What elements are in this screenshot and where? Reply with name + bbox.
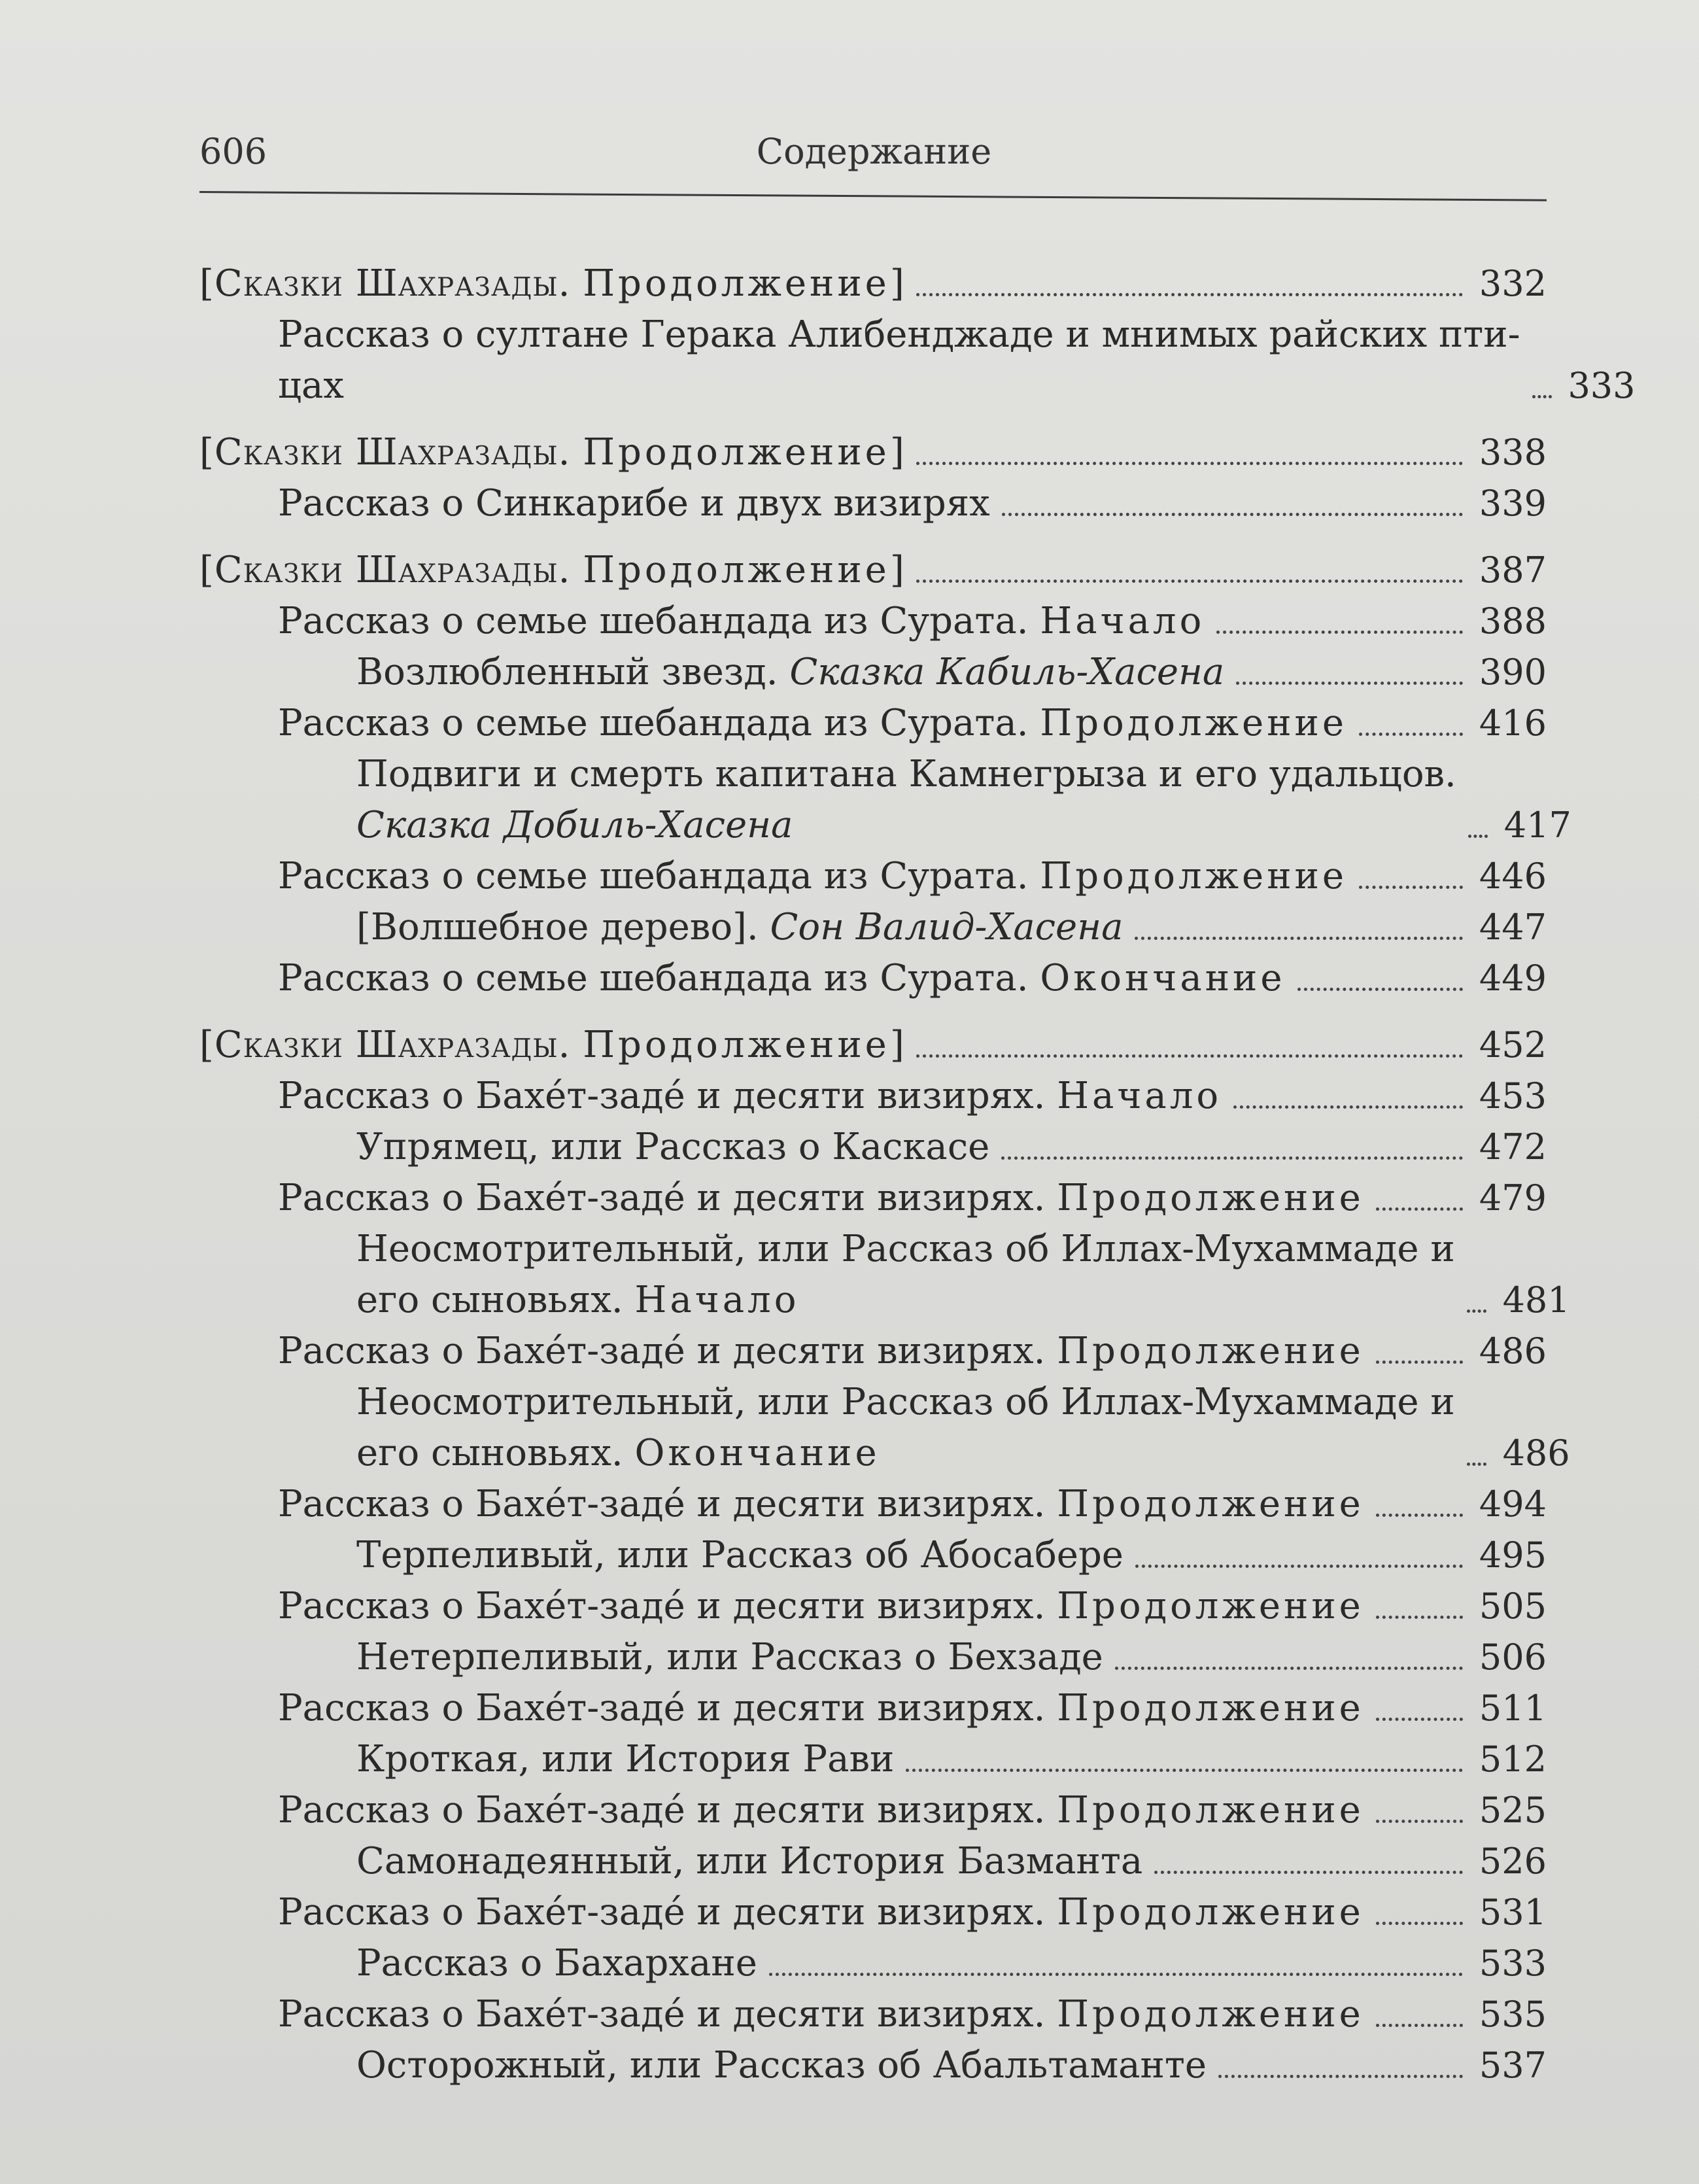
entry-title-line [278,953,1286,1004]
dot-leader [916,293,1463,296]
entry-page-number: 505 [1479,1586,1547,1627]
entry-page-number: 531 [1479,1892,1547,1933]
entry-title [356,2040,1207,2091]
toc-entry[interactable] [199,698,1547,749]
dot-leader [916,580,1463,583]
entry-title [356,1836,1142,1887]
dot-leader [1001,1156,1463,1160]
entry-title-part: Начало [1040,600,1205,642]
dot-leader [1468,835,1488,838]
toc-entry[interactable] [199,258,1547,309]
dot-leader [1218,2075,1463,2078]
entry-title-line [278,478,990,529]
entry-title-line [278,596,1205,647]
entry-title-part: Самонадеянный, или История Базманта [356,1840,1143,1882]
entry-title-part: Рассказ о Бахéт-задé и десяти визирях. [278,1585,1057,1627]
toc-entry[interactable] [199,749,1571,851]
dot-leader [1135,937,1463,940]
toc-entry[interactable] [199,851,1547,902]
toc-entry[interactable] [199,953,1547,1004]
dot-leader [1376,1718,1463,1721]
entry-title [356,1938,757,1989]
toc-entry[interactable] [199,427,1547,478]
entry-title-part: ] [889,1024,904,1066]
entry-title-part: [Волшебное дерево]. [356,906,770,948]
toc-entry[interactable] [199,1734,1547,1785]
header-rule [199,191,1547,201]
entry-title-line: цах [278,364,344,407]
entry-title-line [278,1581,1364,1632]
entry-title-part: ] [889,431,904,474]
entry-title-part: ] [889,262,904,305]
entry-title [356,749,1456,851]
dot-leader [1376,1616,1463,1619]
entry-title-part: его сыновьях. [356,1432,635,1474]
entry-title-part: Упрямец, или Рассказ о Каскасе [356,1126,990,1168]
entry-title-part: Продолжение [1057,1330,1364,1372]
entry-title-line: Неосмотрительный, или Рассказ об Иллах-Мухаммаде и [356,1381,1455,1423]
entry-title-line: Рассказ о султане Герака Алибенджаде и мнимых райских пти- [278,313,1520,356]
dot-leader [1376,1361,1463,1364]
entry-title-part: Рассказ о Бахéт-задé и десяти визирях. [278,1993,1057,2036]
entry-title-line [199,427,904,478]
toc-entry[interactable] [199,1122,1547,1173]
dot-leader [906,1769,1463,1772]
dot-leader [1236,682,1463,685]
entry-title [278,953,1286,1004]
entry-title-part: Рассказ о Бахéт-задé и десяти визирях. [278,1330,1057,1372]
entry-title [199,1020,904,1071]
entry-title-part: Рассказ о Бахéт-задé и десяти визирях. [278,1891,1057,1933]
entry-title-part: Рассказ о Бахéт-задé и десяти визирях. [278,1789,1057,1831]
entry-page-number: 525 [1479,1790,1547,1831]
entry-title-part: Продолжение [1057,1789,1364,1831]
dot-leader [769,1973,1463,1976]
entry-title-line [278,1887,1364,1938]
entry-title [278,478,990,529]
toc-entry[interactable] [199,1989,1547,2040]
dot-leader [1376,1820,1463,1823]
entry-title-part: его сыновьях. [356,1279,635,1321]
entry-title-part: Сон Валид-Хасена [770,906,1124,948]
running-head [199,124,1549,183]
entry-title-line [278,1479,1364,1530]
entry-page-number: 533 [1479,1943,1547,1984]
entry-title-part: Рассказ о Бахéт-задé и десяти визирях. [278,1177,1057,1219]
entry-title-line [278,1785,1364,1836]
toc-entry[interactable] [199,1683,1547,1734]
page-number: 606 [199,131,267,172]
toc-entry[interactable] [199,1224,1570,1326]
entry-title [278,1887,1364,1938]
entry-title-part: Рассказ о семье шебандада из Сурата. [278,600,1040,642]
entry-title [278,1581,1364,1632]
entry-title-line [278,1173,1364,1224]
dot-leader [916,462,1463,465]
toc-entry[interactable] [199,1836,1547,1887]
entry-page-number: 506 [1479,1637,1547,1678]
entry-title-part: Рассказ о Бахéт-задé и десяти визирях. [278,1483,1057,1525]
entry-title [278,1989,1364,2040]
entry-page-number: 390 [1479,651,1547,693]
entry-title-line [278,1326,1364,1377]
entry-page-number: 333 [1568,365,1636,406]
entry-title-part: Нетерпеливый, или Рассказ о Бехзаде [356,1636,1103,1678]
toc-entry[interactable] [199,1071,1547,1122]
entry-page-number: 338 [1479,432,1547,473]
entry-title [278,1326,1364,1377]
dot-leader [1135,1565,1463,1568]
toc-entry[interactable] [199,596,1547,647]
entry-title-part: Рассказ о Бахархане [356,1942,757,1985]
entry-title-line: Неосмотрительный, или Рассказ об Иллах-Мухаммаде и [356,1228,1455,1270]
toc-entry[interactable] [199,1479,1547,1530]
entry-page-number: 416 [1479,702,1547,744]
dot-leader [1376,1514,1463,1517]
dot-leader [916,1054,1463,1058]
entry-title-line [199,1020,904,1071]
entry-title-part: Окончание [1040,957,1286,999]
entry-title-part: Продолжение [1040,855,1347,897]
entry-title-part: [Сказки Шахразады. [199,549,583,591]
toc-entry[interactable] [199,1530,1547,1581]
entry-page-number: 537 [1479,2045,1547,2086]
entry-page-number: 446 [1479,856,1547,897]
entry-title [278,851,1347,902]
entry-page-number: 447 [1479,907,1547,948]
entry-title-part: [Сказки Шахразады. [199,1024,583,1066]
entry-title-part: Рассказ о Бахéт-задé и десяти визирях. [278,1687,1057,1729]
entry-title [278,1173,1364,1224]
entry-title-line [356,1632,1103,1683]
toc-entry[interactable] [199,478,1547,529]
entry-title-part: Продолжение [1057,1891,1364,1933]
entry-page-number: 511 [1479,1688,1547,1729]
entry-title-part: ] [889,549,904,591]
entry-page-number: 332 [1479,263,1547,304]
entry-title-part: Начало [1057,1075,1222,1117]
entry-title [199,427,904,478]
entry-title-part: Рассказ о семье шебандада из Сурата. [278,702,1040,744]
entry-page-number: 486 [1502,1432,1570,1474]
entry-title-line [199,258,904,309]
entry-title-part: Терпеливый, или Рассказ об Абосабере [356,1534,1124,1576]
entry-page-number: 453 [1479,1075,1547,1117]
entry-title-part: Продолжение [583,262,890,305]
entry-title [356,1122,989,1173]
entry-title-line [278,698,1347,749]
entry-title-part: Рассказ о семье шебандада из Сурата. [278,855,1040,897]
entry-page-number: 417 [1503,805,1571,846]
entry-title-part: [Сказки Шахразады. [199,431,583,474]
dot-leader [1467,1309,1486,1313]
entry-title-line [356,1122,989,1173]
entry-title-line [356,1938,757,1989]
toc-entry[interactable] [199,1326,1547,1377]
entry-title-line [356,647,1224,698]
entry-title [278,1071,1222,1122]
toc-entry[interactable] [199,1020,1547,1071]
entry-page-number: 388 [1479,600,1547,642]
entry-title [356,1377,1455,1479]
entry-title-part: Окончание [634,1432,880,1474]
toc-entry[interactable] [199,902,1547,953]
entry-page-number: 481 [1502,1279,1570,1321]
entry-title-line [278,1989,1364,2040]
entry-title-line [356,800,1456,851]
entry-title-part: Продолжение [583,1024,890,1066]
entry-title [278,1683,1364,1734]
dot-leader [1115,1667,1463,1670]
entry-page-number: 452 [1479,1024,1547,1066]
entry-title-line: Подвиги и смерть капитана Камнегрыза и его удальцов. [356,753,1456,795]
entry-title [356,1734,894,1785]
entry-title [356,647,1224,698]
entry-title-line [356,1530,1124,1581]
dot-leader [1297,988,1463,991]
entry-title-part: [Сказки Шахразады. [199,262,583,305]
entry-title-line [278,1071,1222,1122]
entry-title-part: Рассказ о Синкарибе и двух визирях [278,482,990,525]
entry-page-number: 512 [1479,1739,1547,1780]
entry-title [356,1632,1103,1683]
toc-entry[interactable] [199,2040,1547,2091]
entry-title [278,1479,1364,1530]
entry-page-number: 387 [1479,549,1547,591]
entry-title [278,1785,1364,1836]
entry-title [278,309,1520,411]
entry-title-part: Начало [634,1279,800,1321]
entry-page-number: 449 [1479,958,1547,999]
entry-page-number: 472 [1479,1126,1547,1168]
entry-title [356,1530,1124,1581]
entry-title-part: Сказка Добиль-Хасена [356,804,793,846]
entry-title-line [278,1683,1364,1734]
entry-title-part: Продолжение [1057,1177,1364,1219]
entry-title-line [199,545,904,596]
entry-page-number: 526 [1479,1841,1547,1882]
entry-title-part: Продолжение [1057,1483,1364,1525]
entry-title-line [356,2040,1207,2091]
entry-title-part: Рассказ о Бахéт-задé и десяти визирях. [278,1075,1057,1117]
toc-entry[interactable] [199,1887,1547,1938]
dot-leader [1154,1871,1463,1874]
toc-entry[interactable] [199,1581,1547,1632]
toc-entry[interactable] [199,1938,1547,1989]
toc-entry[interactable] [199,1785,1547,1836]
dot-leader [1467,1463,1486,1466]
entry-title-part: Продолжение [1057,1585,1364,1627]
entry-page-number: 486 [1479,1330,1547,1372]
entry-title-line [356,1275,1455,1326]
entry-title-part: Кроткая, или История Рави [356,1738,895,1780]
page-title: Содержание [756,131,992,172]
entry-title-part: Продолжение [1057,1993,1364,2036]
dot-leader [1233,1105,1463,1109]
dot-leader [1532,395,1552,398]
dot-leader [1216,631,1463,634]
toc-entry[interactable] [199,1632,1547,1683]
entry-title-line [356,1836,1142,1887]
toc-entry[interactable] [199,1377,1570,1479]
entry-page-number: 494 [1479,1483,1547,1525]
table-of-contents [199,258,1636,2091]
toc-entry[interactable] [199,545,1547,596]
entry-title-line [356,1734,894,1785]
entry-title [278,698,1347,749]
entry-page-number: 339 [1479,483,1547,524]
entry-title [199,258,904,309]
dot-leader [1002,513,1463,516]
entry-title-part: Сказка Кабиль-Хасена [789,651,1225,693]
entry-title-line [356,902,1123,953]
toc-entry[interactable] [199,309,1636,411]
entry-title-part: Продолжение [1057,1687,1364,1729]
entry-title [356,902,1123,953]
dot-leader [1376,1922,1463,1925]
entry-title-part: Возлюбленный звезд. [356,651,790,693]
dot-leader [1376,1207,1463,1211]
entry-page-number: 479 [1479,1177,1547,1219]
dot-leader [1359,733,1463,736]
entry-title-part: Осторожный, или Рассказ об Абальтаманте [356,2044,1207,2087]
dot-leader [1376,2024,1463,2027]
entry-title [356,1224,1455,1326]
dot-leader [1359,886,1463,889]
entry-title-line [356,1428,1455,1479]
entry-title [278,596,1205,647]
entry-title-part: Продолжение [1040,702,1347,744]
entry-page-number: 495 [1479,1534,1547,1576]
toc-entry[interactable] [199,647,1547,698]
entry-title-part: Продолжение [583,549,890,591]
entry-title [199,545,904,596]
entry-title-part: Продолжение [583,431,890,474]
entry-title-line [278,851,1347,902]
entry-title-part: Рассказ о семье шебандада из Сурата. [278,957,1040,999]
entry-page-number: 535 [1479,1994,1547,2035]
toc-entry[interactable] [199,1173,1547,1224]
